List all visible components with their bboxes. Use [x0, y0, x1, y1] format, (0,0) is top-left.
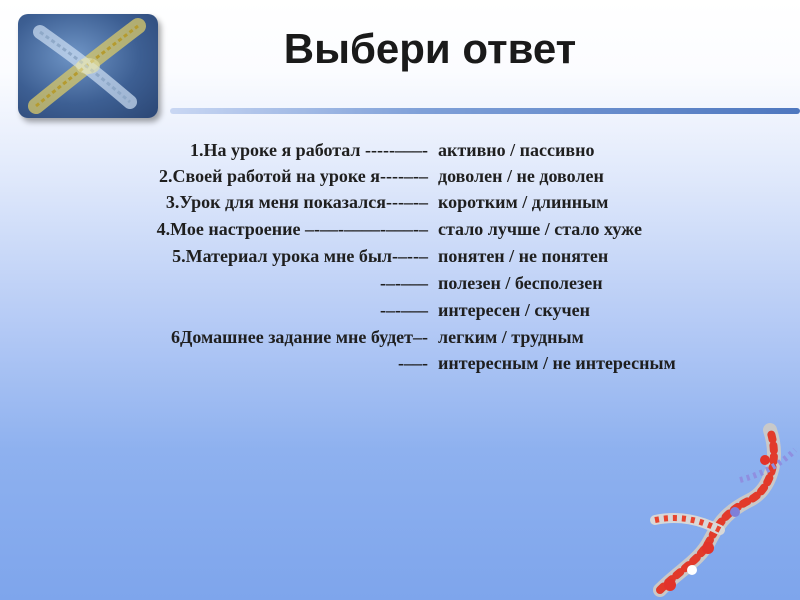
questionnaire-row: [0, 273, 800, 297]
answer-options: полезен / бесполезен: [438, 273, 603, 293]
questionnaire-row: [0, 140, 800, 164]
answer-options: коротким / длинным: [438, 192, 609, 212]
question-text: 2.Своей работой на уроке я----–-–: [159, 166, 428, 186]
question-text: -–-–––: [380, 273, 428, 293]
question-text: 5.Материал урока мне был-–--–: [172, 246, 428, 266]
question-text: 1.На уроке я работал -----–––-: [190, 140, 428, 160]
question-text: 3.Урок для меня показался---–-–: [165, 192, 428, 212]
page-title: Выбери ответ: [283, 25, 577, 72]
question-text: -–-–––: [380, 300, 428, 320]
questionnaire-row: [0, 166, 800, 190]
answer-options: доволен / не доволен: [438, 166, 604, 186]
questionnaire-row: [0, 300, 800, 324]
questionnaire-row: [0, 246, 800, 270]
answer-options: стало лучше / стало хуже: [438, 219, 642, 239]
question-text: 6Домашнее задание мне будет–-: [170, 327, 428, 347]
answer-options: интересен / скучен: [438, 300, 590, 320]
questionnaire-row: [0, 327, 800, 351]
dna-molecule-icon: [640, 420, 800, 600]
answer-options: интересным / не интересным: [438, 353, 676, 373]
answer-options: легким / трудным: [438, 327, 584, 347]
answer-options: активно / пассивно: [438, 140, 595, 160]
questionnaire-row: [0, 353, 800, 377]
question-text: 4.Мое настроение –-––-––––-–––-–: [156, 219, 428, 239]
questionnaire-row: [0, 219, 800, 243]
questionnaire-row: [0, 192, 800, 216]
question-text: -––-: [398, 353, 428, 373]
title-underline: [170, 108, 800, 114]
answer-options: понятен / не понятен: [438, 246, 609, 266]
